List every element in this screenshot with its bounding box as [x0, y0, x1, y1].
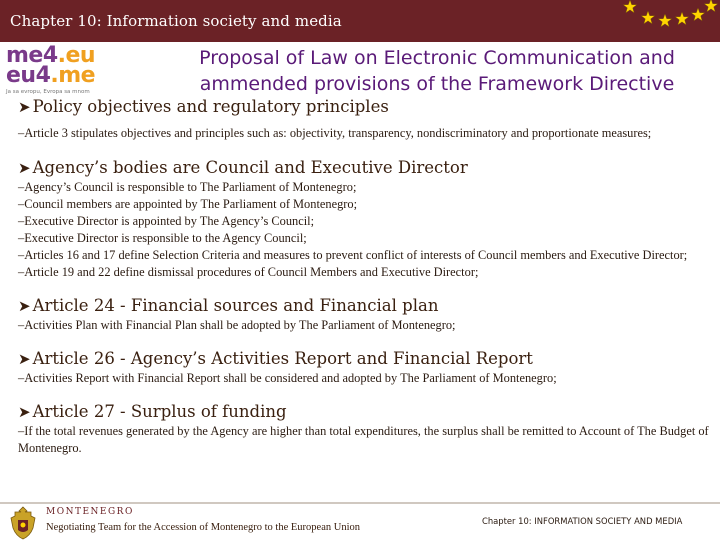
section-heading: ➤ Article 27 - Surplus of funding	[18, 402, 287, 421]
country-label: MONTENEGRO	[46, 507, 134, 517]
logo-tagline: Ja sa evropu, Evropa sa mnom	[6, 89, 90, 95]
section-items	[18, 125, 712, 142]
section-heading: ➤ Article 26 - Agency’s Activities Report and Financial Report	[18, 349, 533, 368]
eu-stars-decoration	[0, 0, 720, 42]
arrow-right-icon: ➤	[18, 403, 31, 421]
slide-title-line-1: Proposal of Law on Electronic Communication and	[199, 47, 675, 69]
section-heading: ➤ Policy objectives and regulatory principles	[18, 97, 389, 116]
footer	[0, 504, 720, 540]
star-icon	[691, 8, 704, 21]
star-icon	[641, 11, 654, 24]
list-item: –Agency’s Council is responsible to The Parliament of Montenegro;	[18, 180, 357, 194]
logo-line-1: me4.eu	[6, 43, 96, 68]
list-item: –Articles 16 and 17 define Selection Criteria and measures to prevent conflict of interests of Council members and Executive Director;	[18, 248, 688, 262]
section-article-24	[18, 295, 712, 334]
star-icon	[675, 12, 688, 25]
footer-chapter-label: Chapter 10: INFORMATION SOCIETY AND MEDIA	[482, 516, 683, 526]
list-item: –Activities Report with Financial Report shall be considered and adopted by The Parliament of Montenegro;	[18, 371, 557, 385]
section-items	[18, 179, 712, 281]
section-agency-bodies	[18, 157, 712, 281]
list-item: –If the total revenues generated by the Agency are higher than total expenditures, the surplus shall be remitted to Account of The Budget of Montenegro.	[18, 424, 709, 455]
list-item: –Activities Plan with Financial Plan shall be adopted by The Parliament of Montenegro;	[18, 318, 456, 332]
list-item: –Article 3 stipulates objectives and principles such as: objectivity, transparency, nondiscriminatory and proportionate measures;	[18, 126, 652, 140]
list-item: –Article 19 and 22 define dismissal procedures of Council Members and Executive Director;	[18, 265, 479, 279]
star-icon	[623, 0, 636, 13]
coat-of-arms-icon	[8, 506, 38, 540]
arrow-right-icon: ➤	[18, 159, 31, 177]
slide-title-line-2: ammended provisions of the Framework Directive	[199, 73, 675, 95]
negotiating-team-label: Negotiating Team for the Accession of Montenegro to the European Union	[46, 522, 360, 533]
star-icon	[704, 0, 717, 12]
section-items	[18, 423, 712, 457]
arrow-right-icon: ➤	[18, 98, 31, 116]
arrow-right-icon: ➤	[18, 350, 31, 368]
slide-content	[18, 96, 712, 457]
section-heading: ➤ Agency’s bodies are Council and Executive Director	[18, 158, 468, 177]
me4eu-logo	[6, 45, 156, 99]
slide-title	[162, 45, 712, 97]
section-policy-objectives	[18, 96, 712, 142]
section-items	[18, 317, 712, 334]
section-article-27	[18, 401, 712, 457]
list-item: –Executive Director is responsible to the Agency Council;	[18, 231, 307, 245]
section-article-26	[18, 348, 712, 387]
star-icon	[658, 14, 671, 27]
logo-line-2: eu4.me	[6, 63, 96, 88]
list-item: –Council members are appointed by The Parliament of Montenegro;	[18, 197, 358, 211]
list-item: –Executive Director is appointed by The Agency’s Council;	[18, 214, 315, 228]
chapter-title: Chapter 10: Information society and media	[10, 12, 342, 30]
star-icon-group	[0, 0, 720, 42]
section-heading: ➤ Article 24 - Financial sources and Financial plan	[18, 296, 439, 315]
arrow-right-icon: ➤	[18, 297, 31, 315]
section-items	[18, 370, 712, 387]
